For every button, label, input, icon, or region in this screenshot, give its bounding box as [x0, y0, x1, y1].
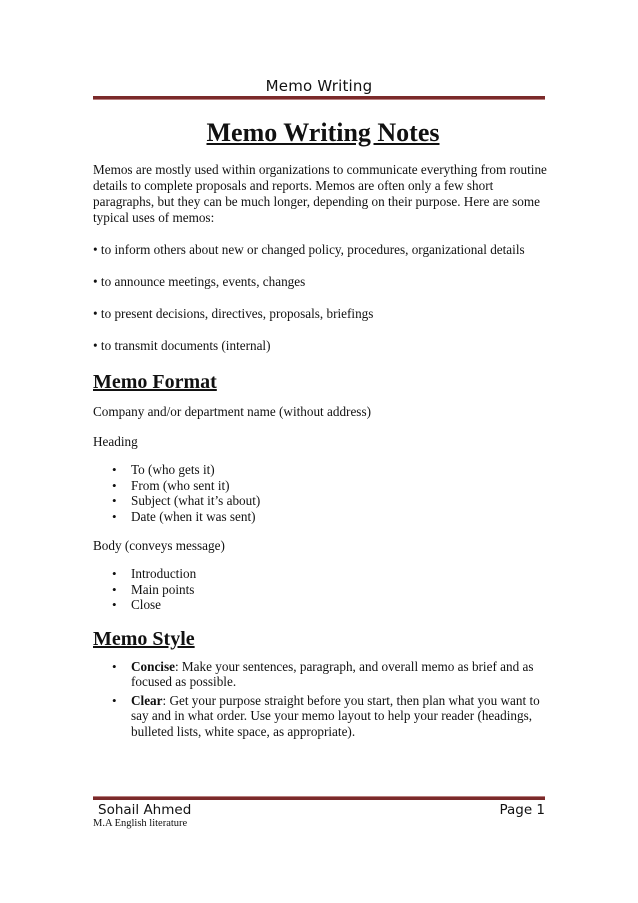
use-item: • to announce meetings, events, changes: [93, 274, 306, 289]
use-item: • to transmit documents (internal): [93, 338, 271, 353]
page-content: [93, 118, 553, 753]
list-item: [93, 478, 553, 494]
list-item: [93, 566, 553, 582]
document-title: Memo Writing Notes: [206, 118, 440, 147]
body-list: [93, 566, 553, 613]
list-item-text: Subject (what it’s about): [131, 493, 261, 508]
list-item: [93, 582, 553, 598]
use-item: • to inform others about new or changed policy, procedures, organizational details: [93, 242, 525, 257]
heading-list: [93, 462, 553, 524]
header-rule: [93, 96, 545, 100]
list-item-text: Main points: [131, 581, 195, 597]
style-term: Clear: [131, 692, 163, 708]
list-item-text: Close: [131, 597, 162, 612]
footer-author: Sohail Ahmed: [98, 802, 192, 818]
heading-label: Heading: [93, 434, 138, 449]
list-item: [93, 509, 553, 525]
bullet-icon: •: [112, 566, 117, 581]
bullet-icon: •: [112, 692, 117, 708]
bullet-icon: •: [112, 658, 117, 674]
running-header: Memo Writing: [265, 77, 373, 95]
memo-format-heading: Memo Format: [93, 371, 217, 393]
list-item-text: Date (when it was sent): [131, 508, 256, 524]
list-item: [93, 462, 553, 478]
bullet-icon: •: [112, 493, 117, 508]
list-item: [93, 659, 553, 690]
bullet-icon: •: [112, 597, 117, 612]
list-item-text: To (who gets it): [131, 462, 215, 477]
footer-page-number: Page 1: [499, 802, 545, 818]
company-line: Company and/or department name (without address): [93, 404, 371, 419]
list-item-text: Introduction: [131, 566, 197, 581]
list-item-text: From (who sent it): [131, 477, 230, 493]
footer-rule: [93, 796, 545, 800]
intro-paragraph: Memos are mostly used within organizations to communicate everything from routine details to complete proposals and reports. Memos are often only a few short paragraphs, but they can be much longer, depending on their purpose. Here are some typical uses of memos:: [93, 162, 547, 225]
memo-style-heading: Memo Style: [93, 627, 195, 650]
use-item: • to present decisions, directives, proposals, briefings: [93, 306, 374, 321]
bullet-icon: •: [112, 477, 117, 493]
bullet-icon: •: [112, 581, 117, 597]
footer-subtitle: M.A English literature: [93, 818, 188, 829]
body-label: Body (conveys message): [93, 538, 225, 553]
style-term: Concise: [131, 658, 175, 674]
list-item: [93, 493, 553, 509]
style-description: : Get your purpose straight before you start, then plan what you want to say and in what order. Use your memo layout to help your reader (headings, bulleted lists, white space, as appropriate).: [131, 692, 540, 739]
bullet-icon: •: [112, 462, 117, 477]
style-list: [93, 659, 553, 740]
list-item: [93, 693, 553, 740]
list-item: [93, 597, 553, 613]
style-description: : Make your sentences, paragraph, and overall memo as brief and as focused as possible.: [131, 658, 534, 689]
bullet-icon: •: [112, 508, 117, 524]
